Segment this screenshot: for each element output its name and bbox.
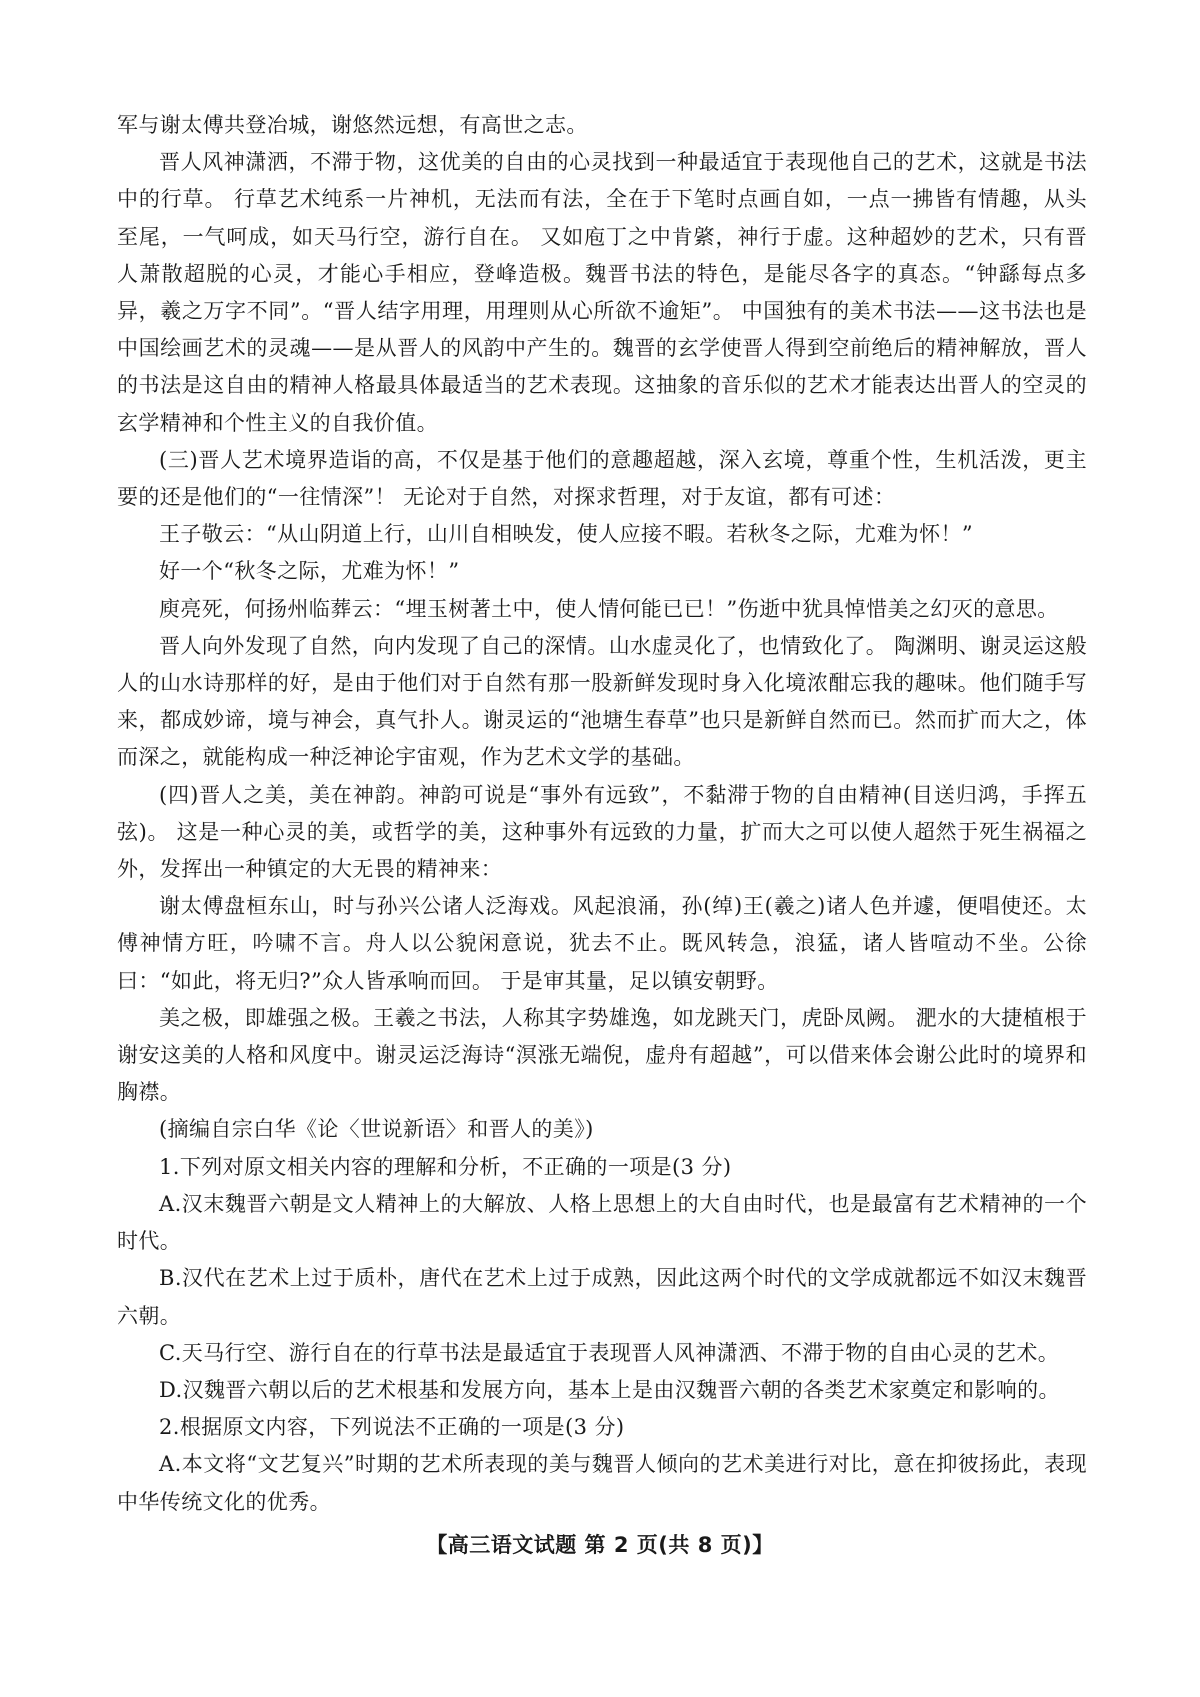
paragraph-continuation: 军与谢太傅共登冶城，谢悠然远想，有高世之志。 — [117, 113, 588, 137]
question-1-option-d: D.汉魏晋六朝以后的艺术根基和发展方向，基本上是由汉魏晋六朝的各类艺术家奠定和影响的。 — [159, 1377, 1060, 1402]
paragraph-xie-taifu-story: 谢太傅盘桓东山，时与孙兴公诸人泛海戏。风起浪涌，孙(绰)王(羲之)诸人色并遽，便唱使还。太傅神情方旺，吟啸不言。舟人以公貌闲意说，犹去不止。既风转急，浪猛，诸人皆喧动不坐。公徐曰：“如此，将无归?”众人皆承响而回。 于是审其量，足以镇安朝野。 — [117, 894, 1087, 993]
document-body — [117, 107, 1087, 1521]
paragraph-nature-discovery: 晋人向外发现了自然，向内发现了自己的深情。山水虚灵化了，也情致化了。 陶渊明、谢灵运这般人的山水诗那样的好，是由于他们对于自然有那一股新鲜发现时身入化境浓酣忘我的趣味。他们随手写来，都成妙谛，境与神会，真气扑人。谢灵运的“池塘生春草”也只是新鲜自然而已。然而扩而大之，体而深之，就能构成一种泛神论宇宙观，作为艺术文学的基础。 — [117, 633, 1087, 770]
paragraph-wang-zijing-quote: 王子敬云：“从山阴道上行，山川自相映发，使人应接不暇。若秋冬之际，尤难为怀！” — [159, 522, 974, 547]
paragraph-yu-liang: 庾亮死，何扬州临葬云：“埋玉树著土中，使人情何能已已！”伤逝中犹具悼惜美之幻灭的意思。 — [159, 596, 1059, 621]
source-citation: (摘编自宗白华《论〈世说新语〉和晋人的美》) — [159, 1117, 594, 1142]
question-2-stem: 2.根据原文内容，下列说法不正确的一项是(3 分) — [159, 1415, 625, 1440]
question-1-option-a: A.汉末魏晋六朝是文人精神上的大解放、人格上思想上的大自由时代，也是最富有艺术精神的一个时代。 — [117, 1191, 1087, 1254]
paragraph-beauty-strength: 美之极，即雄强之极。王羲之书法，人称其字势雄逸，如龙跳天门，虎卧凤阙。 淝水的大捷植根于谢安这美的人格和风度中。谢灵运泛海诗“溟涨无端倪，虚舟有超越”，可以借来体会谢公此时的境界和胸襟。 — [117, 1005, 1087, 1105]
question-1-stem: 1.下列对原文相关内容的理解和分析，不正确的一项是(3 分) — [159, 1154, 732, 1179]
question-2-option-a: A.本文将“文艺复兴”时期的艺术所表现的美与魏晋人倾向的艺术美进行对比，意在抑彼扬此，表现中华传统文化的优秀。 — [117, 1452, 1087, 1514]
paragraph-section-four: (四)晋人之美，美在神韵。神韵可说是“事外有远致”，不黏滞于物的自由精神(目送归鸿，手挥五弦)。 这是一种心灵的美，或哲学的美，这种事外有远致的力量，扩而大之可以使人超然于死生祸福之外，发挥出一种镇定的大无畏的精神来： — [117, 782, 1087, 882]
page-footer: 【高三语文试题 第 2 页(共 8 页)】 — [426, 1533, 774, 1557]
paragraph-section-three: (三)晋人艺术境界造诣的高，不仅是基于他们的意趣超越，深入玄境，尊重个性，生机活泼，更主要的还是他们的“一往情深”！ 无论对于自然，对探求哲理，对于友谊，都有可述： — [117, 447, 1087, 510]
paragraph-autumn-winter: 好一个“秋冬之际，尤难为怀！” — [159, 559, 460, 584]
question-1-option-c: C.天马行空、游行自在的行草书法是最适宜于表现晋人风神潇洒、不滞于物的自由心灵的艺术。 — [159, 1340, 1060, 1365]
question-1-option-b: B.汉代在艺术上过于质朴，唐代在艺术上过于成熟，因此这两个时代的文学成就都远不如汉末魏晋六朝。 — [117, 1266, 1087, 1328]
paragraph-xingcao-calligraphy: 晋人风神潇洒，不滞于物，这优美的自由的心灵找到一种最适宜于表现他自己的艺术，这就是书法中的行草。 行草艺术纯系一片神机，无法而有法，全在于下笔时点画自如，一点一拂皆有情趣，从头至尾，一气呵成，如天马行空，游行自在。 又如庖丁之中肯綮，神行于虚。这种超妙的艺术，只有晋人萧散超脱的心灵，才能心手相应，登峰造极。魏晋书法的特色，是能尽各字的真态。“钟繇每点多异，羲之万字不同”。“晋人结字用理，用理则从心所欲不逾矩”。 中国独有的美术书法——这书法也是中国绘画艺术的灵魂——是从晋人的风韵中产生的。魏晋的玄学使晋人得到空前绝后的精神解放，晋人的书法是这自由的精神人格最具体最适当的艺术表现。这抽象的音乐似的艺术才能表达出晋人的空灵的玄学精神和个性主义的自我价值。 — [117, 150, 1087, 435]
